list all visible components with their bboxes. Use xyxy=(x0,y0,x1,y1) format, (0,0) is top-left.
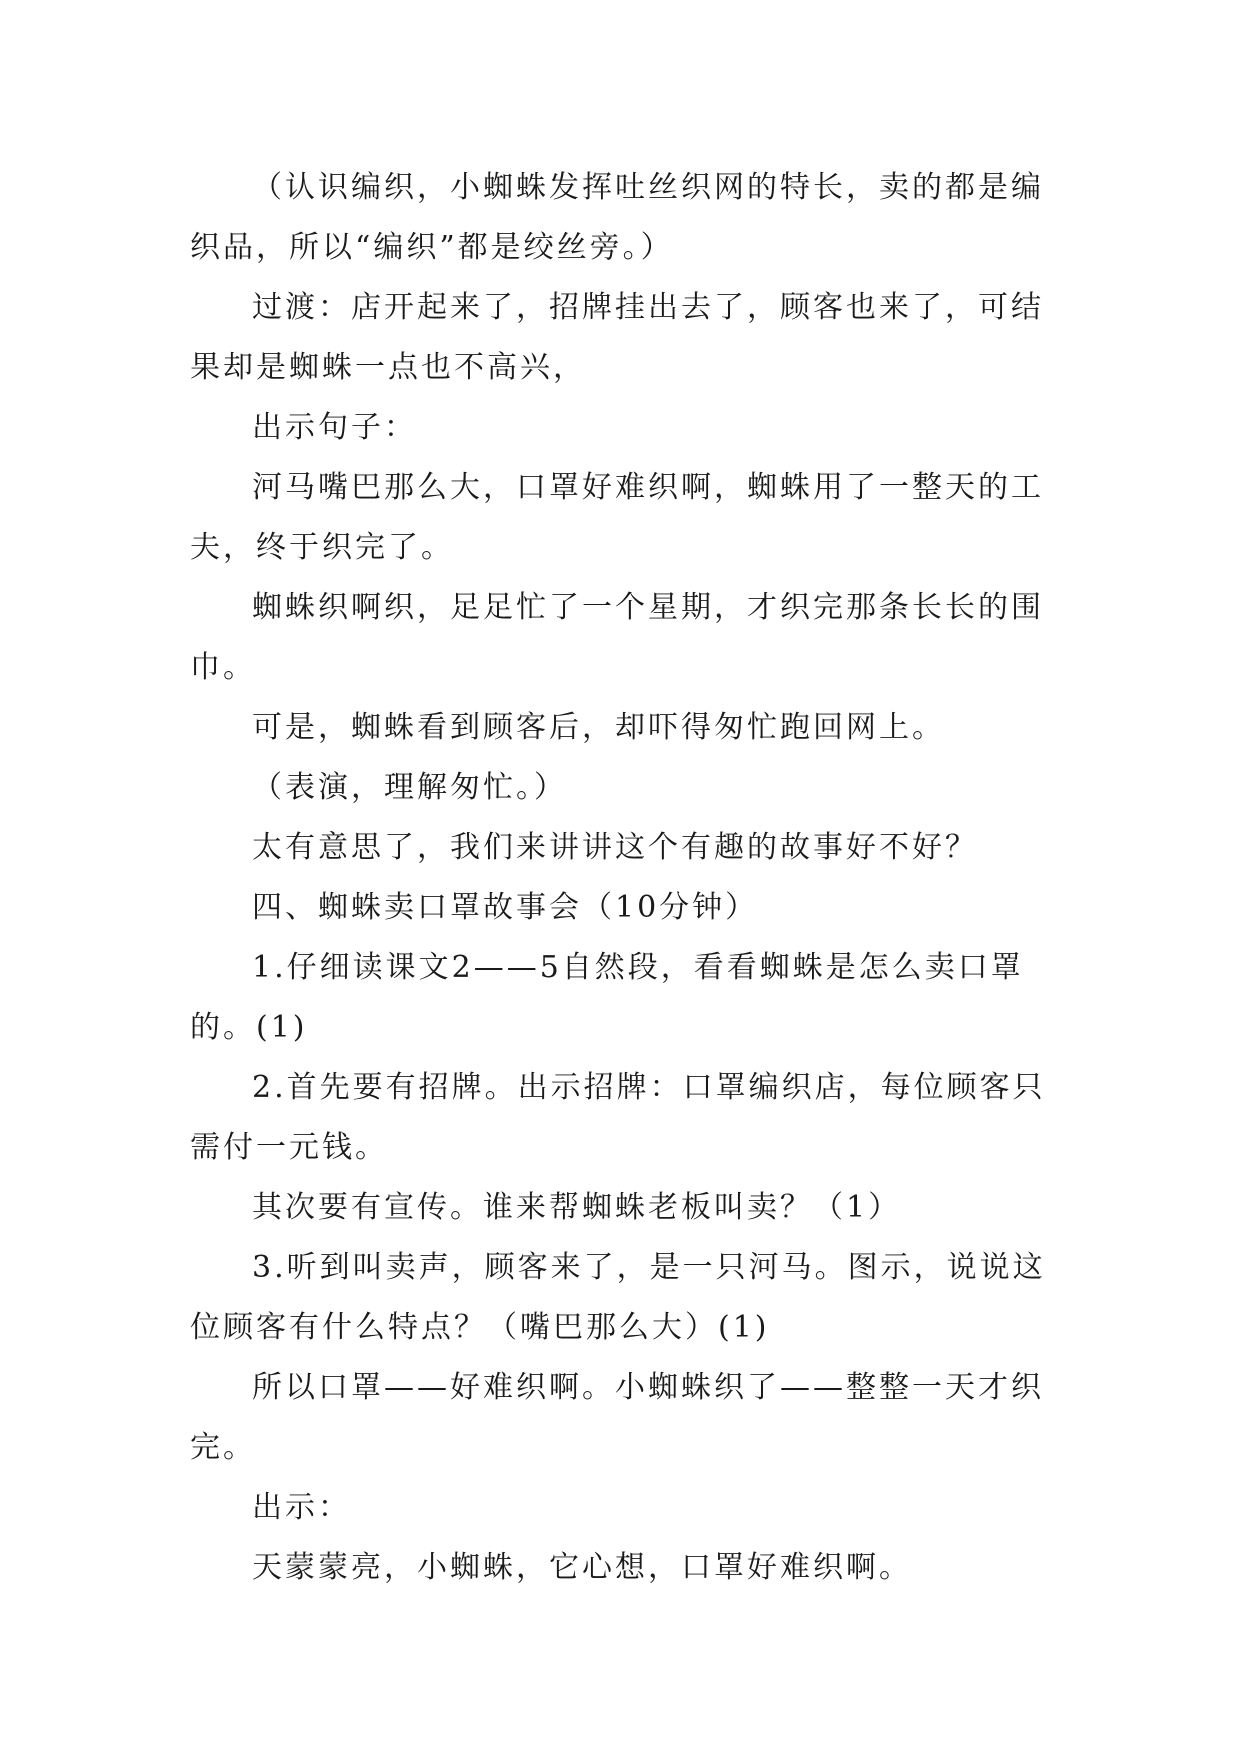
paragraph: 所以口罩——好难织啊。小蜘蛛织了——整整一天才织完。 xyxy=(190,1370,1044,1465)
paragraph: 蜘蛛织啊织，足足忙了一个星期，才织完那条长长的围巾。 xyxy=(190,590,1044,685)
paragraph: 其次要有宣传。谁来帮蜘蛛老板叫卖？（1） xyxy=(252,1190,902,1225)
paragraph: 出示： xyxy=(252,1490,351,1525)
paragraph: 3.听到叫卖声，顾客来了，是一只河马。图示，说说这位顾客有什么特点？（嘴巴那么大）(1) xyxy=(190,1250,1046,1345)
section-heading: 四、蜘蛛卖口罩故事会（10分钟） xyxy=(252,890,759,925)
document-body xyxy=(190,158,1050,1598)
paragraph: 河马嘴巴那么大，口罩好难织啊，蜘蛛用了一整天的工夫，终于织完了。 xyxy=(190,470,1044,565)
paragraph: 天蒙蒙亮，小蜘蛛，它心想，口罩好难织啊。 xyxy=(252,1550,912,1585)
paragraph: 1.仔细读课文2——5自然段，看看蜘蛛是怎么卖口罩的。(1) xyxy=(190,950,1024,1045)
paragraph: 过渡：店开起来了，招牌挂出去了，顾客也来了，可结果却是蜘蛛一点也不高兴， xyxy=(190,290,1044,385)
paragraph: 出示句子： xyxy=(252,410,417,445)
paragraph: 可是，蜘蛛看到顾客后，却吓得匆忙跑回网上。 xyxy=(252,710,945,745)
paragraph: （表演，理解匆忙。） xyxy=(252,770,567,805)
paragraph: （认识编织，小蜘蛛发挥吐丝织网的特长，卖的都是编织品，所以“编织”都是绞丝旁。） xyxy=(190,170,1044,265)
paragraph: 2.首先要有招牌。出示招牌：口罩编织店，每位顾客只需付一元钱。 xyxy=(190,1070,1046,1165)
paragraph: 太有意思了，我们来讲讲这个有趣的故事好不好？ xyxy=(252,830,978,865)
